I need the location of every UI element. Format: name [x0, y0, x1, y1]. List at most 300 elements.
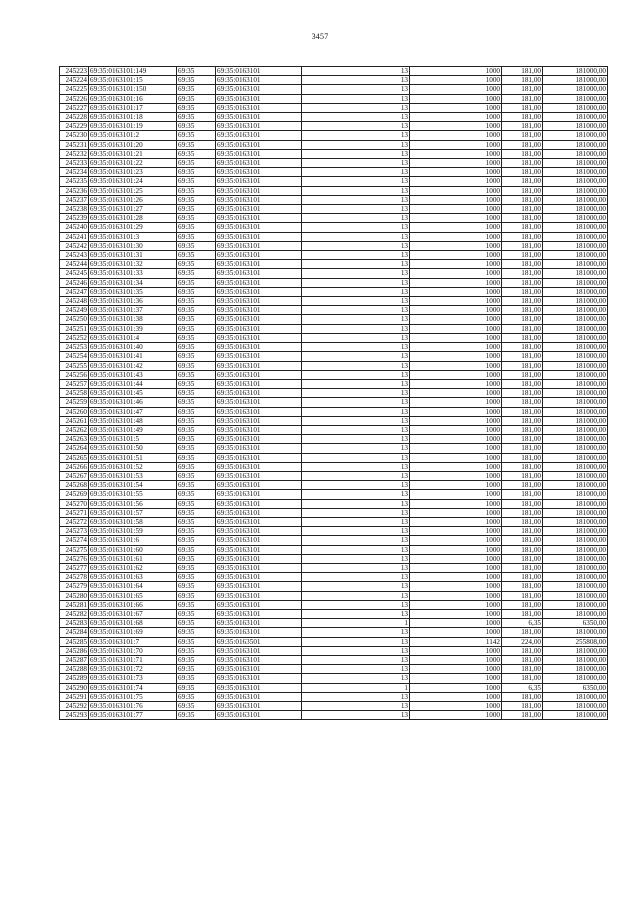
row-id-cell: 245273: [60, 527, 89, 536]
block-number-cell: 69:35:0163101: [216, 140, 302, 149]
rate-cell: 181,00: [502, 333, 543, 342]
rate-cell: 181,00: [502, 554, 543, 563]
table-row: [60, 389, 608, 398]
district-code-cell: 69:35: [177, 214, 216, 223]
row-id-cell: 245287: [60, 656, 89, 665]
cadastral-number-cell: 69:35:0163101:49: [89, 425, 177, 434]
cadastral-number-cell: 69:35:0163101:26: [89, 195, 177, 204]
area-cell: 1000: [410, 471, 502, 480]
table-row: [60, 306, 608, 315]
area-cell: 1000: [410, 343, 502, 352]
rate-cell: 181,00: [502, 352, 543, 361]
district-code-cell: 69:35: [177, 113, 216, 122]
category-cell: 13: [302, 361, 410, 370]
block-number-cell: 69:35:0163101: [216, 665, 302, 674]
district-code-cell: 69:35: [177, 573, 216, 582]
cadastral-number-cell: 69:35:0163101:75: [89, 692, 177, 701]
category-cell: 13: [302, 241, 410, 250]
cadastral-number-cell: 69:35:0163101:38: [89, 315, 177, 324]
cadastral-value-cell: 181000,00: [543, 435, 608, 444]
area-cell: 1000: [410, 333, 502, 342]
row-id-cell: 245235: [60, 177, 89, 186]
block-number-cell: 69:35:0163101: [216, 241, 302, 250]
row-id-cell: 245231: [60, 140, 89, 149]
district-code-cell: 69:35: [177, 379, 216, 388]
rate-cell: 181,00: [502, 545, 543, 554]
rate-cell: 181,00: [502, 251, 543, 260]
district-code-cell: 69:35: [177, 76, 216, 85]
cadastral-value-cell: 181000,00: [543, 591, 608, 600]
row-id-cell: 245281: [60, 600, 89, 609]
cadastral-number-cell: 69:35:0163101:32: [89, 260, 177, 269]
cadastral-number-cell: 69:35:0163101:31: [89, 251, 177, 260]
area-cell: 1000: [410, 646, 502, 655]
table-row: [60, 379, 608, 388]
district-code-cell: 69:35: [177, 131, 216, 140]
cadastral-number-cell: 69:35:0163101:70: [89, 646, 177, 655]
block-number-cell: 69:35:0163101: [216, 600, 302, 609]
block-number-cell: 69:35:0163101: [216, 214, 302, 223]
cadastral-value-cell: 6350,00: [543, 619, 608, 628]
cadastral-value-cell: 181000,00: [543, 536, 608, 545]
table-row: [60, 195, 608, 204]
category-cell: 13: [302, 297, 410, 306]
rate-cell: 181,00: [502, 370, 543, 379]
block-number-cell: 69:35:0163101: [216, 619, 302, 628]
district-code-cell: 69:35: [177, 177, 216, 186]
area-cell: 1000: [410, 297, 502, 306]
category-cell: 13: [302, 379, 410, 388]
block-number-cell: 69:35:0163101: [216, 122, 302, 131]
cadastral-value-cell: 6350,00: [543, 683, 608, 692]
cadastral-value-cell: 181000,00: [543, 545, 608, 554]
district-code-cell: 69:35: [177, 517, 216, 526]
district-code-cell: 69:35: [177, 149, 216, 158]
area-cell: 1000: [410, 85, 502, 94]
rate-cell: 181,00: [502, 435, 543, 444]
area-cell: 1000: [410, 168, 502, 177]
category-cell: 13: [302, 481, 410, 490]
category-cell: 13: [302, 195, 410, 204]
cadastral-value-cell: 181000,00: [543, 582, 608, 591]
area-cell: 1000: [410, 205, 502, 214]
area-cell: 1000: [410, 186, 502, 195]
block-number-cell: 69:35:0163101: [216, 508, 302, 517]
block-number-cell: 69:35:0163101: [216, 573, 302, 582]
block-number-cell: 69:35:0163101: [216, 232, 302, 241]
cadastral-number-cell: 69:35:0163101:60: [89, 545, 177, 554]
area-cell: 1000: [410, 582, 502, 591]
cadastral-value-cell: 181000,00: [543, 306, 608, 315]
rate-cell: 6,35: [502, 619, 543, 628]
block-number-cell: 69:35:0163101: [216, 416, 302, 425]
table-row: [60, 665, 608, 674]
table-row: [60, 205, 608, 214]
category-cell: 13: [302, 67, 410, 76]
category-cell: 13: [302, 425, 410, 434]
area-cell: 1000: [410, 444, 502, 453]
block-number-cell: 69:35:0163101: [216, 103, 302, 112]
category-cell: 13: [302, 113, 410, 122]
row-id-cell: 245280: [60, 591, 89, 600]
area-cell: 1000: [410, 370, 502, 379]
district-code-cell: 69:35: [177, 462, 216, 471]
rate-cell: 181,00: [502, 425, 543, 434]
block-number-cell: 69:35:0163101: [216, 370, 302, 379]
rate-cell: 181,00: [502, 536, 543, 545]
rate-cell: 181,00: [502, 241, 543, 250]
cadastral-number-cell: 69:35:0163101:63: [89, 573, 177, 582]
rate-cell: 181,00: [502, 85, 543, 94]
row-id-cell: 245224: [60, 76, 89, 85]
table-row: [60, 131, 608, 140]
category-cell: 13: [302, 333, 410, 342]
cadastral-value-cell: 181000,00: [543, 508, 608, 517]
table-row: [60, 398, 608, 407]
cadastral-value-cell: 181000,00: [543, 168, 608, 177]
cadastral-number-cell: 69:35:0163101:3: [89, 232, 177, 241]
district-code-cell: 69:35: [177, 683, 216, 692]
cadastral-number-cell: 69:35:0163101:54: [89, 481, 177, 490]
district-code-cell: 69:35: [177, 499, 216, 508]
block-number-cell: 69:35:0163101: [216, 582, 302, 591]
category-cell: 13: [302, 554, 410, 563]
table-row: [60, 297, 608, 306]
category-cell: 13: [302, 389, 410, 398]
block-number-cell: 69:35:0163101: [216, 692, 302, 701]
category-cell: 13: [302, 131, 410, 140]
table-row: [60, 122, 608, 131]
row-id-cell: 245282: [60, 609, 89, 618]
rate-cell: 181,00: [502, 508, 543, 517]
district-code-cell: 69:35: [177, 389, 216, 398]
rate-cell: 181,00: [502, 379, 543, 388]
table-row: [60, 232, 608, 241]
row-id-cell: 245290: [60, 683, 89, 692]
category-cell: 13: [302, 508, 410, 517]
district-code-cell: 69:35: [177, 306, 216, 315]
category-cell: 13: [302, 149, 410, 158]
cadastral-value-cell: 181000,00: [543, 379, 608, 388]
table-row: [60, 646, 608, 655]
cadastral-number-cell: 69:35:0163101:150: [89, 85, 177, 94]
category-cell: 13: [302, 324, 410, 333]
district-code-cell: 69:35: [177, 343, 216, 352]
district-code-cell: 69:35: [177, 315, 216, 324]
area-cell: 1000: [410, 315, 502, 324]
cadastral-number-cell: 69:35:0163101:6: [89, 536, 177, 545]
cadastral-value-cell: 181000,00: [543, 205, 608, 214]
category-cell: 13: [302, 223, 410, 232]
cadastral-value-cell: 181000,00: [543, 370, 608, 379]
area-cell: 1000: [410, 398, 502, 407]
table-row: [60, 527, 608, 536]
row-id-cell: 245283: [60, 619, 89, 628]
cadastral-value-cell: 181000,00: [543, 674, 608, 683]
cadastral-value-cell: 181000,00: [543, 122, 608, 131]
row-id-cell: 245271: [60, 508, 89, 517]
table-row: [60, 674, 608, 683]
rate-cell: 6,35: [502, 683, 543, 692]
rate-cell: 181,00: [502, 361, 543, 370]
area-cell: 1000: [410, 306, 502, 315]
cadastral-number-cell: 69:35:0163101:24: [89, 177, 177, 186]
row-id-cell: 245244: [60, 260, 89, 269]
category-cell: 13: [302, 407, 410, 416]
area-cell: 1000: [410, 223, 502, 232]
block-number-cell: 69:35:0163101: [216, 343, 302, 352]
block-number-cell: 69:35:0163101: [216, 205, 302, 214]
row-id-cell: 245288: [60, 665, 89, 674]
cadastral-number-cell: 69:35:0163101:15: [89, 76, 177, 85]
category-cell: 13: [302, 453, 410, 462]
table-row: [60, 416, 608, 425]
row-id-cell: 245266: [60, 462, 89, 471]
rate-cell: 181,00: [502, 131, 543, 140]
row-id-cell: 245229: [60, 122, 89, 131]
row-id-cell: 245275: [60, 545, 89, 554]
district-code-cell: 69:35: [177, 628, 216, 637]
table-row: [60, 76, 608, 85]
cadastral-number-cell: 69:35:0163101:58: [89, 517, 177, 526]
block-number-cell: 69:35:0163101: [216, 591, 302, 600]
row-id-cell: 245232: [60, 149, 89, 158]
category-cell: 13: [302, 232, 410, 241]
area-cell: 1142: [410, 637, 502, 646]
cadastral-number-cell: 69:35:0163101:74: [89, 683, 177, 692]
table-row: [60, 425, 608, 434]
cadastral-value-cell: 181000,00: [543, 499, 608, 508]
table-row: [60, 563, 608, 572]
table-row: [60, 499, 608, 508]
cadastral-value-cell: 181000,00: [543, 490, 608, 499]
cadastral-value-cell: 181000,00: [543, 149, 608, 158]
cadastral-number-cell: 69:35:0163101:22: [89, 159, 177, 168]
district-code-cell: 69:35: [177, 711, 216, 720]
district-code-cell: 69:35: [177, 619, 216, 628]
district-code-cell: 69:35: [177, 416, 216, 425]
area-cell: 1000: [410, 462, 502, 471]
cadastral-number-cell: 69:35:0163101:20: [89, 140, 177, 149]
area-cell: 1000: [410, 656, 502, 665]
category-cell: 13: [302, 214, 410, 223]
block-number-cell: 69:35:0163101: [216, 481, 302, 490]
rate-cell: 181,00: [502, 517, 543, 526]
rate-cell: 181,00: [502, 149, 543, 158]
district-code-cell: 69:35: [177, 159, 216, 168]
rate-cell: 181,00: [502, 232, 543, 241]
cadastral-number-cell: 69:35:0163101:55: [89, 490, 177, 499]
block-number-cell: 69:35:0163101: [216, 379, 302, 388]
row-id-cell: 245263: [60, 435, 89, 444]
table-row: [60, 343, 608, 352]
cadastral-value-cell: 181000,00: [543, 444, 608, 453]
category-cell: 13: [302, 306, 410, 315]
row-id-cell: 245234: [60, 168, 89, 177]
cadastral-number-cell: 69:35:0163101:66: [89, 600, 177, 609]
table-row: [60, 444, 608, 453]
category-cell: 13: [302, 536, 410, 545]
table-row: [60, 324, 608, 333]
category-cell: 13: [302, 471, 410, 480]
category-cell: 13: [302, 711, 410, 720]
row-id-cell: 245262: [60, 425, 89, 434]
cadastral-number-cell: 69:35:0163101:48: [89, 416, 177, 425]
category-cell: 13: [302, 278, 410, 287]
table-row: [60, 435, 608, 444]
area-cell: 1000: [410, 94, 502, 103]
rate-cell: 181,00: [502, 609, 543, 618]
district-code-cell: 69:35: [177, 508, 216, 517]
area-cell: 1000: [410, 269, 502, 278]
district-code-cell: 69:35: [177, 453, 216, 462]
category-cell: 13: [302, 122, 410, 131]
block-number-cell: 69:35:0163101: [216, 306, 302, 315]
block-number-cell: 69:35:0163101: [216, 260, 302, 269]
row-id-cell: 245226: [60, 94, 89, 103]
row-id-cell: 245261: [60, 416, 89, 425]
district-code-cell: 69:35: [177, 361, 216, 370]
area-cell: 1000: [410, 389, 502, 398]
table-row: [60, 333, 608, 342]
table-row: [60, 287, 608, 296]
district-code-cell: 69:35: [177, 287, 216, 296]
cadastral-number-cell: 69:35:0163101:28: [89, 214, 177, 223]
cadastral-number-cell: 69:35:0163101:44: [89, 379, 177, 388]
category-cell: 13: [302, 609, 410, 618]
table-row: [60, 278, 608, 287]
table-row: [60, 554, 608, 563]
rate-cell: 181,00: [502, 582, 543, 591]
cadastral-value-cell: 181000,00: [543, 425, 608, 434]
cadastral-number-cell: 69:35:0163101:64: [89, 582, 177, 591]
block-number-cell: 69:35:0163101: [216, 168, 302, 177]
cadastral-value-cell: 181000,00: [543, 573, 608, 582]
district-code-cell: 69:35: [177, 122, 216, 131]
category-cell: 13: [302, 352, 410, 361]
cadastral-number-cell: 69:35:0163101:19: [89, 122, 177, 131]
table-row: [60, 490, 608, 499]
category-cell: 13: [302, 674, 410, 683]
cadastral-value-cell: 181000,00: [543, 389, 608, 398]
cadastral-value-cell: 181000,00: [543, 76, 608, 85]
cadastral-value-cell: 181000,00: [543, 159, 608, 168]
cadastral-number-cell: 69:35:0163101:33: [89, 269, 177, 278]
table-row: [60, 67, 608, 76]
block-number-cell: 69:35:0163101: [216, 131, 302, 140]
cadastral-value-cell: 181000,00: [543, 527, 608, 536]
table-row: [60, 609, 608, 618]
block-number-cell: 69:35:0163101: [216, 674, 302, 683]
district-code-cell: 69:35: [177, 656, 216, 665]
cadastral-number-cell: 69:35:0163101:61: [89, 554, 177, 563]
district-code-cell: 69:35: [177, 646, 216, 655]
category-cell: 1: [302, 619, 410, 628]
area-cell: 1000: [410, 453, 502, 462]
cadastral-value-cell: 181000,00: [543, 554, 608, 563]
rate-cell: 181,00: [502, 573, 543, 582]
block-number-cell: 69:35:0163101: [216, 186, 302, 195]
rate-cell: 181,00: [502, 324, 543, 333]
table-row: [60, 462, 608, 471]
cadastral-value-cell: 181000,00: [543, 214, 608, 223]
row-id-cell: 245272: [60, 517, 89, 526]
area-cell: 1000: [410, 67, 502, 76]
block-number-cell: 69:35:0163101: [216, 444, 302, 453]
area-cell: 1000: [410, 554, 502, 563]
block-number-cell: 69:35:0163101: [216, 361, 302, 370]
area-cell: 1000: [410, 536, 502, 545]
area-cell: 1000: [410, 287, 502, 296]
category-cell: 13: [302, 702, 410, 711]
cadastral-number-cell: 69:35:0163101:68: [89, 619, 177, 628]
district-code-cell: 69:35: [177, 67, 216, 76]
table-row: [60, 453, 608, 462]
block-number-cell: 69:35:0163101: [216, 490, 302, 499]
rate-cell: 181,00: [502, 94, 543, 103]
rate-cell: 181,00: [502, 499, 543, 508]
cadastral-number-cell: 69:35:0163101:50: [89, 444, 177, 453]
district-code-cell: 69:35: [177, 297, 216, 306]
block-number-cell: 69:35:0163501: [216, 637, 302, 646]
row-id-cell: 245274: [60, 536, 89, 545]
cadastral-number-cell: 69:35:0163101:40: [89, 343, 177, 352]
district-code-cell: 69:35: [177, 223, 216, 232]
cadastral-value-cell: 181000,00: [543, 692, 608, 701]
block-number-cell: 69:35:0163101: [216, 536, 302, 545]
block-number-cell: 69:35:0163101: [216, 462, 302, 471]
block-number-cell: 69:35:0163101: [216, 517, 302, 526]
table-row: [60, 573, 608, 582]
district-code-cell: 69:35: [177, 674, 216, 683]
cadastral-value-cell: 181000,00: [543, 711, 608, 720]
block-number-cell: 69:35:0163101: [216, 425, 302, 434]
district-code-cell: 69:35: [177, 435, 216, 444]
category-cell: 13: [302, 646, 410, 655]
cadastral-value-cell: 181000,00: [543, 85, 608, 94]
block-number-cell: 69:35:0163101: [216, 499, 302, 508]
rate-cell: 181,00: [502, 306, 543, 315]
district-code-cell: 69:35: [177, 444, 216, 453]
cadastral-value-cell: 181000,00: [543, 103, 608, 112]
district-code-cell: 69:35: [177, 140, 216, 149]
cadastral-number-cell: 69:35:0163101:30: [89, 241, 177, 250]
cadastral-number-cell: 69:35:0163101:5: [89, 435, 177, 444]
block-number-cell: 69:35:0163101: [216, 159, 302, 168]
row-id-cell: 245249: [60, 306, 89, 315]
row-id-cell: 245276: [60, 554, 89, 563]
table-row: [60, 103, 608, 112]
cadastral-number-cell: 69:35:0163101:7: [89, 637, 177, 646]
area-cell: 1000: [410, 352, 502, 361]
district-code-cell: 69:35: [177, 241, 216, 250]
category-cell: 13: [302, 251, 410, 260]
cadastral-value-cell: 181000,00: [543, 223, 608, 232]
cadastral-number-cell: 69:35:0163101:65: [89, 591, 177, 600]
cadastral-value-cell: 181000,00: [543, 343, 608, 352]
district-code-cell: 69:35: [177, 407, 216, 416]
area-cell: 1000: [410, 407, 502, 416]
district-code-cell: 69:35: [177, 251, 216, 260]
cadastral-value-cell: 181000,00: [543, 287, 608, 296]
row-id-cell: 245292: [60, 702, 89, 711]
category-cell: 13: [302, 186, 410, 195]
district-code-cell: 69:35: [177, 260, 216, 269]
category-cell: 13: [302, 637, 410, 646]
block-number-cell: 69:35:0163101: [216, 278, 302, 287]
block-number-cell: 69:35:0163101: [216, 352, 302, 361]
cadastral-value-cell: 181000,00: [543, 195, 608, 204]
